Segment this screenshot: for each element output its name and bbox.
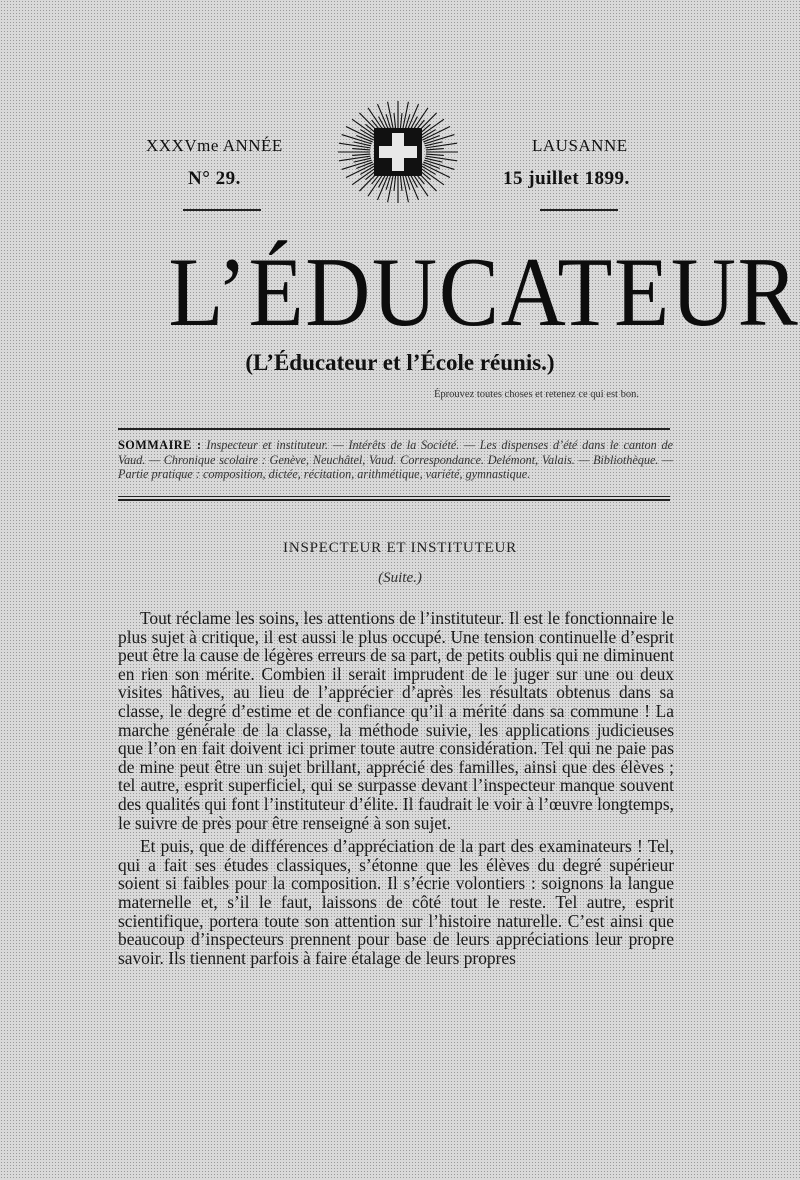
summary-bottom-rule xyxy=(118,496,670,497)
article-body xyxy=(118,609,674,972)
article-title: INSPECTEUR ET INSTITUTEUR xyxy=(283,540,517,556)
summary-bottom-rule-thick xyxy=(118,499,670,501)
left-header-rule xyxy=(183,209,261,211)
issue-number: N° 29. xyxy=(188,168,241,189)
right-header-rule xyxy=(540,209,618,211)
issue-date: 15 juillet 1899. xyxy=(503,168,630,189)
article-continued: (Suite.) xyxy=(378,570,422,586)
swiss-cross-sunburst-icon xyxy=(333,100,463,205)
year-label: XXXVme ANNÉE xyxy=(146,136,283,155)
city-label: LAUSANNE xyxy=(532,136,628,155)
summary-label: SOMMAIRE : xyxy=(118,438,202,452)
masthead-title: L’ÉDUCATEUR xyxy=(168,236,800,347)
summary-top-rule xyxy=(118,428,670,430)
article-paragraph: Tout réclame les soins, les attentions de l’instituteur. Il est le fonctionnaire le plus sujet à critique, il est aussi le plus occupé. Une tension continuelle d’esprit peut être la cause de légères erreurs de sa part, de petits oublis qui ne diminuent en rien son mérite. Combien il serait imprudent de le juger sur une ou deux visites hâtives, au lieu de l’apprécier d’après les résultats obtenus dans sa classe, le degré d’estime et de confiance qu’il a mérité dans sa commune ! La marche générale de la classe, la méthode suivie, les applications judicieuses que l’on en fait doivent ici primer toute autre considération. Tel qui ne paie pas de mine peut être un sujet brillant, apprécié des familles, ainsi que des élèves ; tel autre, esprit superficiel, qui se surpasse devant l’inspecteur manque souvent des qualités qui font l’instituteur d’élite. Il faudrait le voir à l’œuvre longtemps, le suivre de près pour être renseigné à son sujet. xyxy=(118,608,674,833)
masthead-motto: Éprouvez toutes choses et retenez ce qui est bon. xyxy=(434,389,639,400)
summary-text: Inspecteur et instituteur. — Intérêts de la Société. — Les dispenses d’été dans le canton de Vaud. — Chronique scolaire : Genève, Neuchâtel, Vaud. Correspondance. Delémont, Valais. — Bibliothèque. — Partie pratique : composition, dictée, récitation, arithmétique, variété, gymnastique. xyxy=(118,438,673,482)
article-paragraph: Et puis, que de différences d’appréciation de la part des examinateurs ! Tel, qui a fait ses études classiques, s’étonne que les élèves du degré supérieur soient si faibles pour la composition. Il s’écrie volontiers : soignons la langue maternelle et, s’il le faut, laissons de côté tout le reste. Tel autre, esprit scientifique, portera toute son attention sur l’histoire naturelle. C’est ainsi que beaucoup d’inspecteurs prennent pour base de leurs appréciations leur propre savoir. Ils tiennent parfois à faire étalage de leurs propres xyxy=(118,836,674,968)
masthead-subtitle: (L’Éducateur et l’École réunis.) xyxy=(245,350,555,375)
summary-block xyxy=(118,438,673,482)
